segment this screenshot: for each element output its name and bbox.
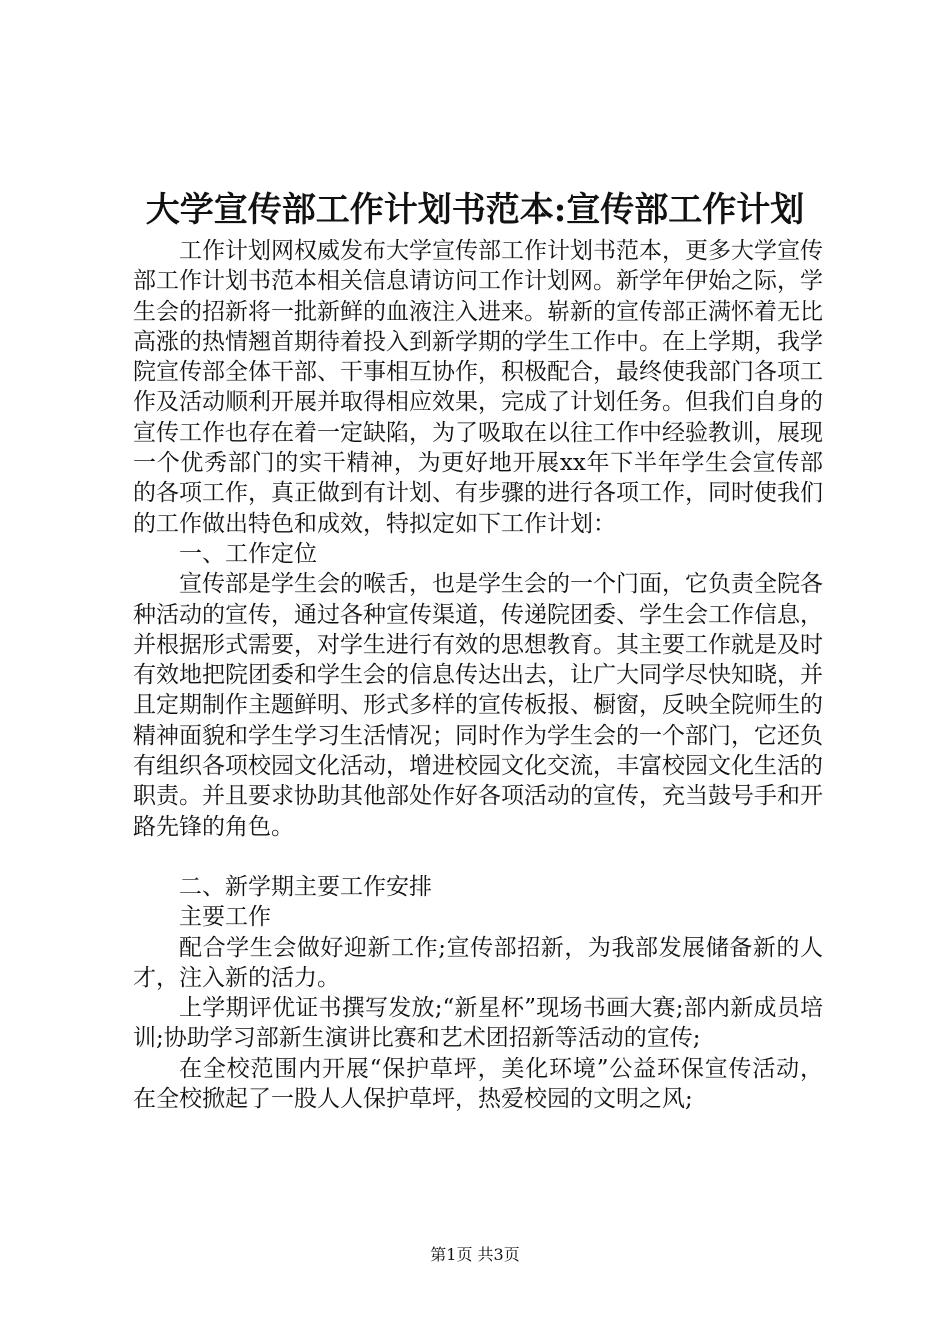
subheading-main-work: 主要工作	[179, 904, 271, 931]
work-item-paragraph: 配合学生会做好迎新工作;宣传部招新，为我部发展储备新的人才，注入新的活力。	[133, 934, 823, 991]
document-title: 大学宣传部工作计划书范本:宣传部工作计划	[145, 190, 805, 230]
document-body	[133, 236, 823, 1114]
positioning-paragraph: 宣传部是学生会的喉舌，也是学生会的一个门面，它负责全院各种活动的宣传，通过各种宣传渠道，传递院团委、学生会工作信息，并根据形式需要，对学生进行有效的思想教育。其主要工作就是及时有效地把院团委和学生会的信息传达出去，让广大同学尽快知晓，并且定期制作主题鲜明、形式多样的宣传板报、橱窗，反映全院师生的精神面貌和学生学习生活情况；同时作为学生会的一个部门，它还负有组织各项校园文化活动，增进校园文化交流，丰富校园文化生活的职责。并且要求协助其他部处作好各项活动的宣传，充当鼓号手和开路先锋的角色。	[133, 571, 823, 840]
intro-paragraph: 工作计划网权威发布大学宣传部工作计划书范本，更多大学宣传部工作计划书范本相关信息请访问工作计划网。新学年伊始之际，学生会的招新将一批新鲜的血液注入进来。崭新的宣传部正满怀着无比高涨的热情翘首期待着投入到新学期的学生工作中。在上学期，我学院宣传部全体干部、干事相互协作，积极配合，最终使我部门各项工作及活动顺利开展并取得相应效果，完成了计划任务。但我们自身的宣传工作也存在着一定缺陷，为了吸取在以往工作中经验教训，展现一个优秀部门的实干精神，为更好地开展xx年下半年学生会宣传部的各项工作，真正做到有计划、有步骤的进行各项工作，同时使我们的工作做出特色和成效，特拟定如下工作计划：	[133, 238, 823, 537]
section-heading-positioning: 一、工作定位	[179, 540, 317, 567]
work-item-paragraph: 在全校范围内开展“保护草坪，美化环境”公益环保宣传活动，在全校掀起了一股人人保护草坪，热爱校园的文明之风;	[133, 1055, 823, 1113]
section-heading-arrangement: 二、新学期主要工作安排	[179, 873, 432, 900]
work-item-paragraph: 上学期评优证书撰写发放;“新星杯”现场书画大赛;部内新成员培训;协助学习部新生演讲比赛和艺术团招新等活动的宣传;	[133, 995, 823, 1052]
page-footer: 第1页 共3页	[430, 1245, 520, 1264]
